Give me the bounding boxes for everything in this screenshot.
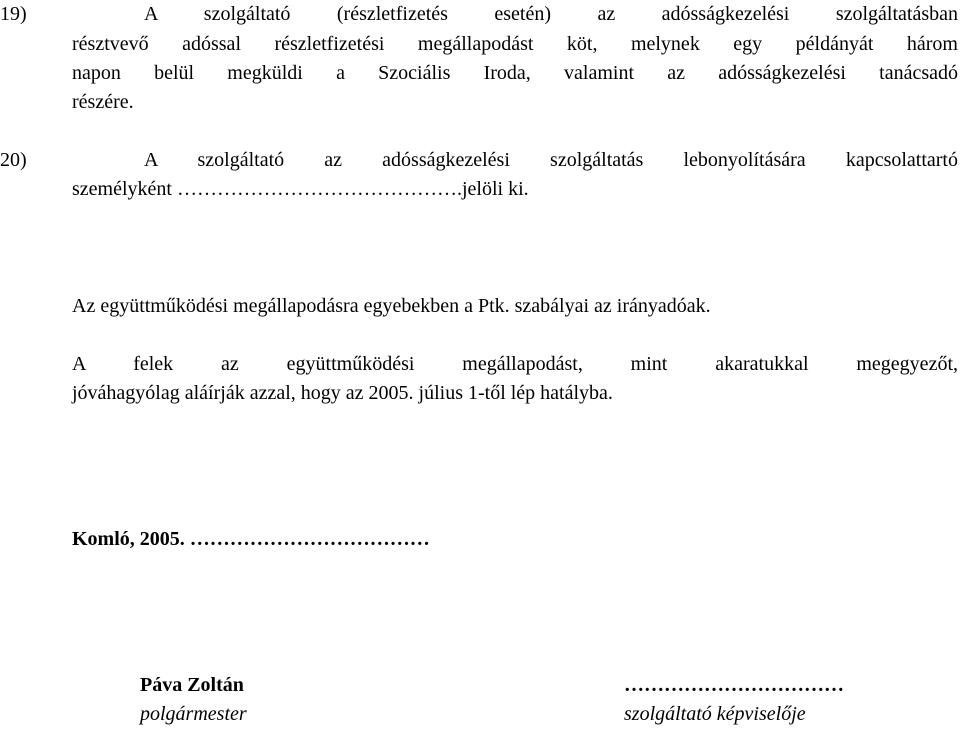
- signature-left-title: polgármester: [140, 703, 247, 725]
- place-date: Komló, 2005. ………………………………: [72, 528, 430, 550]
- item-19-number: 19): [0, 3, 27, 25]
- item-20-line-1: A szolgáltató az adósságkezelési szolgáltatás lebonyolítására kapcsolattartó: [144, 149, 958, 171]
- ptk-paragraph: Az együttműködési megállapodásra egyebekben a Ptk. szabályai az irányadóak.: [72, 295, 711, 317]
- item-20-number: 20): [0, 149, 27, 171]
- item-19-line-3: napon belül megküldi a Szociális Iroda, valamint az adósságkezelési tanácsadó: [72, 62, 958, 84]
- felek-paragraph-line-2: jóváhagyólag aláírják azzal, hogy az 2005. július 1-től lép hatályba.: [72, 382, 613, 404]
- item-19-line-4: részére.: [72, 91, 134, 113]
- felek-paragraph-line-1: A felek az együttműködési megállapodást, mint akaratukkal megegyezőt,: [72, 353, 958, 375]
- item-19-line-2: résztvevő adóssal részletfizetési megállapodást köt, melynek egy példányát három: [72, 33, 958, 55]
- signature-right-title: szolgáltató képviselője: [624, 703, 806, 725]
- signature-right-name: ……………………………: [624, 674, 844, 696]
- item-19-line-1: A szolgáltató (részletfizetés esetén) az adósságkezelési szolgáltatásban: [144, 3, 958, 25]
- signature-left-name: Páva Zoltán: [140, 674, 244, 696]
- item-20-line-2: személyként …………………………………….jelöli ki.: [72, 178, 529, 200]
